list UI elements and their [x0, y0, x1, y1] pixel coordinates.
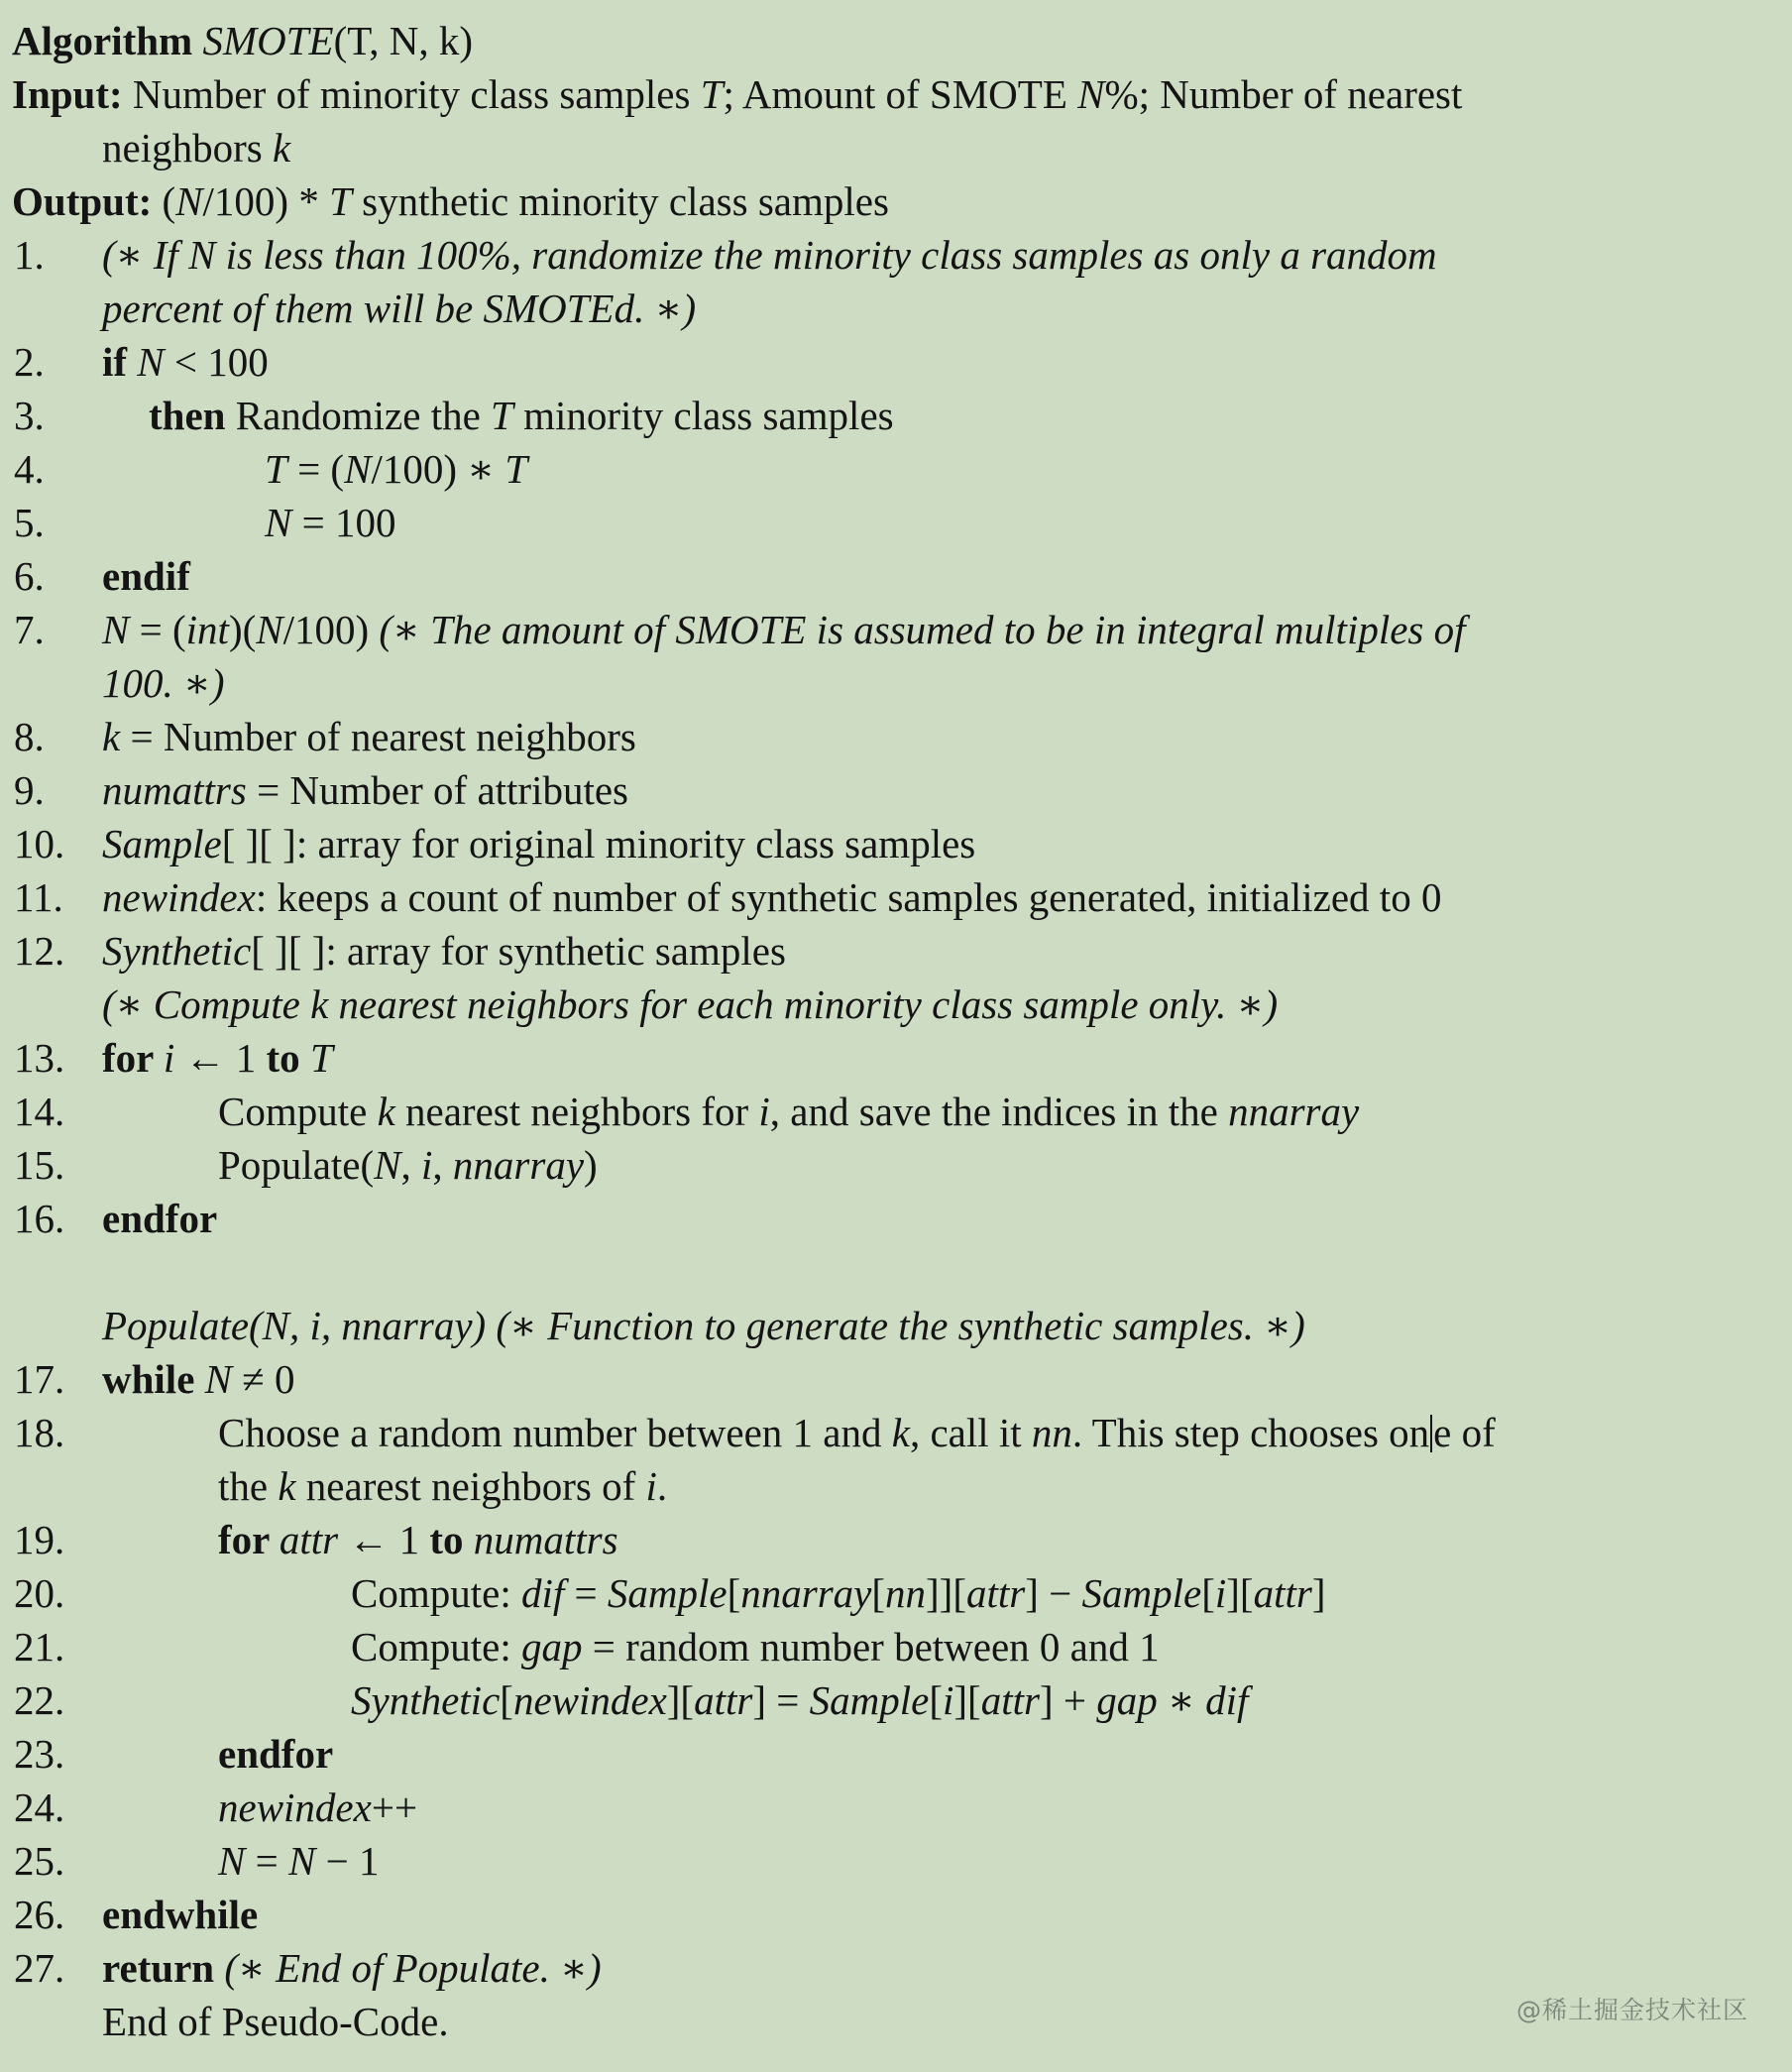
code-text-segment: [: [500, 1677, 513, 1723]
code-line-18: [0, 978, 1792, 1031]
code-line-8: [0, 442, 1792, 496]
code-text-segment: k: [102, 714, 121, 759]
code-text-segment: Synthetic: [102, 928, 252, 974]
code-text-segment: /100) ∗: [371, 446, 505, 492]
line-content: [0, 14, 473, 67]
code-text-segment: [ ][ ]: array for original minority class samples: [221, 821, 976, 866]
code-text-segment: gap: [1096, 1677, 1158, 1723]
code-text-segment: ): [584, 1142, 598, 1188]
code-text-segment: ← 1: [338, 1517, 430, 1562]
code-text-segment: .: [656, 1463, 668, 1509]
code-line-12: [0, 656, 1792, 710]
code-text-segment: attr: [279, 1517, 339, 1562]
code-text-segment: i: [758, 1089, 770, 1134]
code-text-segment: [: [727, 1570, 741, 1616]
code-text-segment: = 100: [291, 500, 396, 545]
code-text-segment: numattrs: [473, 1517, 618, 1562]
line-content: [0, 1566, 1326, 1620]
code-text-segment: newindex: [102, 874, 256, 920]
code-text-segment: N: [102, 607, 130, 652]
code-text-segment: the: [218, 1463, 279, 1509]
code-text-segment: Sample: [809, 1677, 930, 1723]
code-text-segment: nearest neighbors of: [295, 1463, 646, 1509]
line-content: [0, 1673, 1248, 1727]
code-line-15: [0, 817, 1792, 870]
code-text-segment: Synthetic: [351, 1677, 501, 1723]
code-text-segment: nnarray: [452, 1142, 585, 1188]
line-number: 16.: [14, 1196, 65, 1241]
code-line-17: [0, 924, 1792, 978]
code-text-segment: = Number of nearest neighbors: [120, 714, 636, 759]
line-number: 11.: [14, 874, 63, 920]
code-text-segment: ] +: [1039, 1677, 1097, 1723]
code-text-segment: i: [421, 1142, 433, 1188]
code-line-22: [0, 1192, 1792, 1245]
code-text-segment: attr: [694, 1677, 753, 1723]
code-text-segment: for: [102, 1035, 164, 1081]
line-number: 3.: [14, 393, 45, 438]
code-text-segment: ][: [953, 1677, 981, 1723]
code-line-11: [0, 603, 1792, 656]
line-number: 19.: [14, 1517, 65, 1562]
code-text-segment: endfor: [218, 1731, 334, 1777]
line-content: [0, 870, 1441, 924]
line-content: [0, 1995, 449, 2048]
code-text-segment: Randomize the: [235, 393, 492, 438]
line-number: 27.: [14, 1945, 65, 1991]
code-text-segment: Algorithm: [12, 18, 203, 63]
code-text-segment: numattrs: [102, 767, 247, 813]
code-text-segment: percent of them will be SMOTEd. ∗): [102, 286, 697, 331]
code-text-segment: gap: [520, 1624, 583, 1669]
line-content: [0, 710, 636, 763]
code-text-segment: (∗ If N is less than 100%, randomize the minority class samples as only a random: [102, 232, 1437, 278]
code-text-segment: . This step chooses on: [1071, 1410, 1430, 1455]
code-text-segment: endfor: [102, 1196, 218, 1241]
code-text-segment: N: [287, 1838, 316, 1884]
code-line-14: [0, 763, 1792, 817]
code-text-segment: ] =: [752, 1677, 810, 1723]
code-text-segment: e of: [1433, 1410, 1496, 1455]
code-text-segment: Compute: [218, 1089, 378, 1134]
code-line-32: [0, 1727, 1792, 1781]
code-text-segment: , call it: [909, 1410, 1032, 1455]
code-line-20: [0, 1085, 1792, 1138]
code-text-segment: Populate(N, i, nnarray) (∗ Function to generate the synthetic samples. ∗): [102, 1303, 1305, 1348]
code-line-24: [0, 1299, 1792, 1352]
code-text-segment: N: [137, 339, 165, 385]
line-number: 25.: [14, 1838, 65, 1884]
code-text-segment: T: [504, 446, 528, 492]
line-content: [0, 496, 395, 549]
code-text-segment: N: [204, 1356, 233, 1402]
code-text-segment: , and save the indices in the: [769, 1089, 1229, 1134]
code-line-5: [0, 282, 1792, 335]
code-text-segment: ]: [1311, 1570, 1326, 1616]
code-text-segment: ] −: [1025, 1570, 1082, 1616]
code-text-segment: N: [374, 1142, 401, 1188]
code-text-segment: = (: [286, 446, 345, 492]
code-text-segment: endwhile: [102, 1892, 259, 1937]
code-text-segment: int: [185, 607, 229, 652]
line-number: 17.: [14, 1356, 65, 1402]
code-text-segment: = (: [129, 607, 186, 652]
line-number: 5.: [14, 500, 45, 545]
code-text-segment: < 100: [164, 339, 269, 385]
code-text-segment: dif: [1205, 1677, 1249, 1723]
code-line-16: [0, 870, 1792, 924]
code-line-30: [0, 1620, 1792, 1673]
code-text-segment: to: [429, 1517, 474, 1562]
line-content: [0, 1513, 618, 1566]
code-text-segment: /100): [282, 607, 380, 652]
code-line-26: [0, 1406, 1792, 1459]
line-content: [0, 1406, 1496, 1459]
code-text-segment: N: [265, 500, 292, 545]
text-cursor: [1430, 1415, 1432, 1452]
code-line-10: [0, 549, 1792, 603]
code-text-segment: Compute:: [351, 1624, 521, 1669]
code-text-segment: (∗ Compute k nearest neighbors for each minority class sample only. ∗): [102, 981, 1279, 1027]
line-number: 15.: [14, 1142, 65, 1188]
line-content: [0, 603, 1466, 656]
code-text-segment: nearest neighbors for: [394, 1089, 759, 1134]
code-line-28: [0, 1513, 1792, 1566]
code-text-segment: i: [1214, 1570, 1227, 1616]
line-content: [0, 1941, 602, 1995]
code-text-segment: = Number of attributes: [246, 767, 629, 813]
line-content: [0, 389, 894, 442]
code-text-segment: neighbors: [102, 125, 273, 171]
code-text-segment: − 1: [315, 1838, 380, 1884]
line-number: 26.: [14, 1892, 65, 1937]
code-text-segment: (∗ End of Populate. ∗): [224, 1945, 602, 1991]
code-text-segment: ,: [400, 1142, 421, 1188]
line-number: 4.: [14, 446, 45, 492]
line-number: 20.: [14, 1570, 65, 1616]
code-text-segment: Choose a random number between 1 and: [218, 1410, 892, 1455]
code-text-segment: [: [1201, 1570, 1215, 1616]
code-text-segment: k: [278, 1463, 296, 1509]
line-number: 22.: [14, 1677, 65, 1723]
code-text-segment: minority class samples: [512, 393, 894, 438]
line-number: 18.: [14, 1410, 65, 1455]
code-text-segment: ][: [1226, 1570, 1254, 1616]
line-number: 8.: [14, 714, 45, 759]
line-number: 21.: [14, 1624, 65, 1669]
code-line-13: [0, 710, 1792, 763]
code-line-33: [0, 1781, 1792, 1834]
code-text-segment: Populate(: [218, 1142, 375, 1188]
code-text-segment: if: [102, 339, 138, 385]
line-content: [0, 1138, 598, 1192]
line-content: [0, 1085, 1359, 1138]
code-text-segment: newindex: [218, 1784, 372, 1830]
code-line-23: [0, 1245, 1792, 1299]
code-text-segment: dif: [520, 1570, 565, 1616]
code-text-segment: nn: [1031, 1410, 1072, 1455]
code-line-25: [0, 1352, 1792, 1406]
code-text-segment: (T, N, k): [333, 18, 473, 63]
line-content: [0, 228, 1437, 282]
code-text-segment: N: [256, 607, 283, 652]
line-content: [0, 282, 696, 335]
code-text-segment: nnarray: [740, 1570, 872, 1616]
code-text-segment: T: [491, 393, 513, 438]
line-content: [0, 763, 628, 817]
code-text-segment: N: [175, 178, 203, 224]
code-line-4: [0, 228, 1792, 282]
line-number: 6.: [14, 553, 45, 599]
code-text-segment: T: [700, 71, 724, 117]
code-text-segment: N: [1077, 71, 1105, 117]
code-text-segment: k: [377, 1089, 395, 1134]
code-text-segment: ∗: [1157, 1677, 1206, 1723]
code-text-segment: i: [942, 1677, 954, 1723]
code-line-31: [0, 1673, 1792, 1727]
code-line-6: [0, 335, 1792, 389]
code-text-segment: [: [871, 1570, 886, 1616]
code-line-21: [0, 1138, 1792, 1192]
code-text-segment: Input:: [12, 71, 133, 117]
line-content: [0, 67, 1462, 121]
code-text-segment: Sample: [102, 821, 222, 866]
code-text-segment: ,: [432, 1142, 453, 1188]
code-text-segment: T: [309, 1035, 333, 1081]
code-text-segment: nnarray: [1228, 1089, 1360, 1134]
code-text-segment: (∗ The amount of SMOTE is assumed to be in integral multiples of: [379, 607, 1466, 652]
code-text-segment: T: [329, 178, 352, 224]
code-text-segment: while: [102, 1356, 205, 1402]
code-text-segment: attr: [980, 1677, 1040, 1723]
code-text-segment: Output:: [12, 178, 163, 224]
code-line-19: [0, 1031, 1792, 1085]
line-number: 1.: [14, 232, 45, 278]
code-text-segment: ← 1: [174, 1035, 267, 1081]
line-content: [0, 174, 889, 228]
code-text-segment: to: [266, 1035, 310, 1081]
code-line-36: [0, 1941, 1792, 1995]
code-text-segment: : keeps a count of number of synthetic samples generated, initialized to 0: [255, 874, 1442, 920]
line-number: 7.: [14, 607, 45, 652]
code-text-segment: 100. ∗): [102, 660, 225, 706]
code-text-segment: ; Amount of SMOTE: [723, 71, 1078, 117]
code-text-segment: ]][: [926, 1570, 966, 1616]
code-text-segment: Sample: [1081, 1570, 1202, 1616]
line-number: 9.: [14, 767, 45, 813]
code-text-segment: i: [645, 1463, 657, 1509]
code-text-segment: [: [929, 1677, 943, 1723]
code-line-27: [0, 1459, 1792, 1513]
code-text-segment: return: [102, 1945, 225, 1991]
line-content: [0, 978, 1278, 1031]
code-text-segment: T: [265, 446, 287, 492]
code-text-segment: attr: [1253, 1570, 1312, 1616]
line-number: 23.: [14, 1731, 65, 1777]
code-text-segment: )(: [228, 607, 257, 652]
code-text-segment: Compute:: [351, 1570, 521, 1616]
code-line-3: [0, 174, 1792, 228]
code-line-1: [0, 67, 1792, 121]
line-content: [0, 924, 786, 978]
code-line-9: [0, 496, 1792, 549]
line-content: [0, 656, 225, 710]
code-text-segment: N: [344, 446, 372, 492]
code-line-34: [0, 1834, 1792, 1888]
line-content: [0, 121, 290, 174]
code-line-35: [0, 1888, 1792, 1941]
code-text-segment: (: [162, 178, 176, 224]
line-number: 24.: [14, 1784, 65, 1830]
line-content: [0, 1620, 1160, 1673]
code-line-0: [0, 14, 1792, 67]
code-text-segment: Number of minority class samples: [132, 71, 701, 117]
code-text-segment: endif: [102, 553, 190, 599]
code-text-segment: SMOTE: [202, 18, 334, 63]
code-text-segment: End of Pseudo-Code.: [102, 1999, 449, 2044]
code-text-segment: =: [564, 1570, 608, 1616]
line-content: [0, 1299, 1305, 1352]
code-line-7: [0, 389, 1792, 442]
line-number: 2.: [14, 339, 45, 385]
code-text-segment: ][: [666, 1677, 695, 1723]
line-content: [0, 442, 527, 496]
code-text-segment: newindex: [512, 1677, 667, 1723]
code-line-29: [0, 1566, 1792, 1620]
code-text-segment: then: [149, 393, 236, 438]
code-text-segment: ++: [371, 1784, 418, 1830]
code-text-segment: ≠ 0: [232, 1356, 295, 1402]
code-text-segment: Sample: [607, 1570, 728, 1616]
line-number: 13.: [14, 1035, 65, 1081]
smote-pseudocode: [0, 14, 1792, 2048]
code-text-segment: = random number between 0 and 1: [582, 1624, 1160, 1669]
watermark: @稀土掘金技术社区: [1515, 1996, 1748, 2024]
code-text-segment: for: [218, 1517, 280, 1562]
line-number: 10.: [14, 821, 65, 866]
code-text-segment: synthetic minority class samples: [351, 178, 889, 224]
line-number: 14.: [14, 1089, 65, 1134]
code-text-segment: k: [272, 125, 291, 171]
code-text-segment: k: [891, 1410, 910, 1455]
code-text-segment: %; Number of nearest: [1104, 71, 1463, 117]
code-line-2: [0, 121, 1792, 174]
code-text-segment: =: [245, 1838, 288, 1884]
code-text-segment: nn: [885, 1570, 927, 1616]
code-text-segment: attr: [965, 1570, 1026, 1616]
code-text-segment: i: [163, 1035, 175, 1081]
line-number: 12.: [14, 928, 65, 974]
code-text-segment: N: [218, 1838, 246, 1884]
line-content: [0, 817, 975, 870]
line-content: [0, 1459, 667, 1513]
code-text-segment: /100) *: [202, 178, 330, 224]
code-text-segment: [ ][ ]: array for synthetic samples: [251, 928, 786, 974]
